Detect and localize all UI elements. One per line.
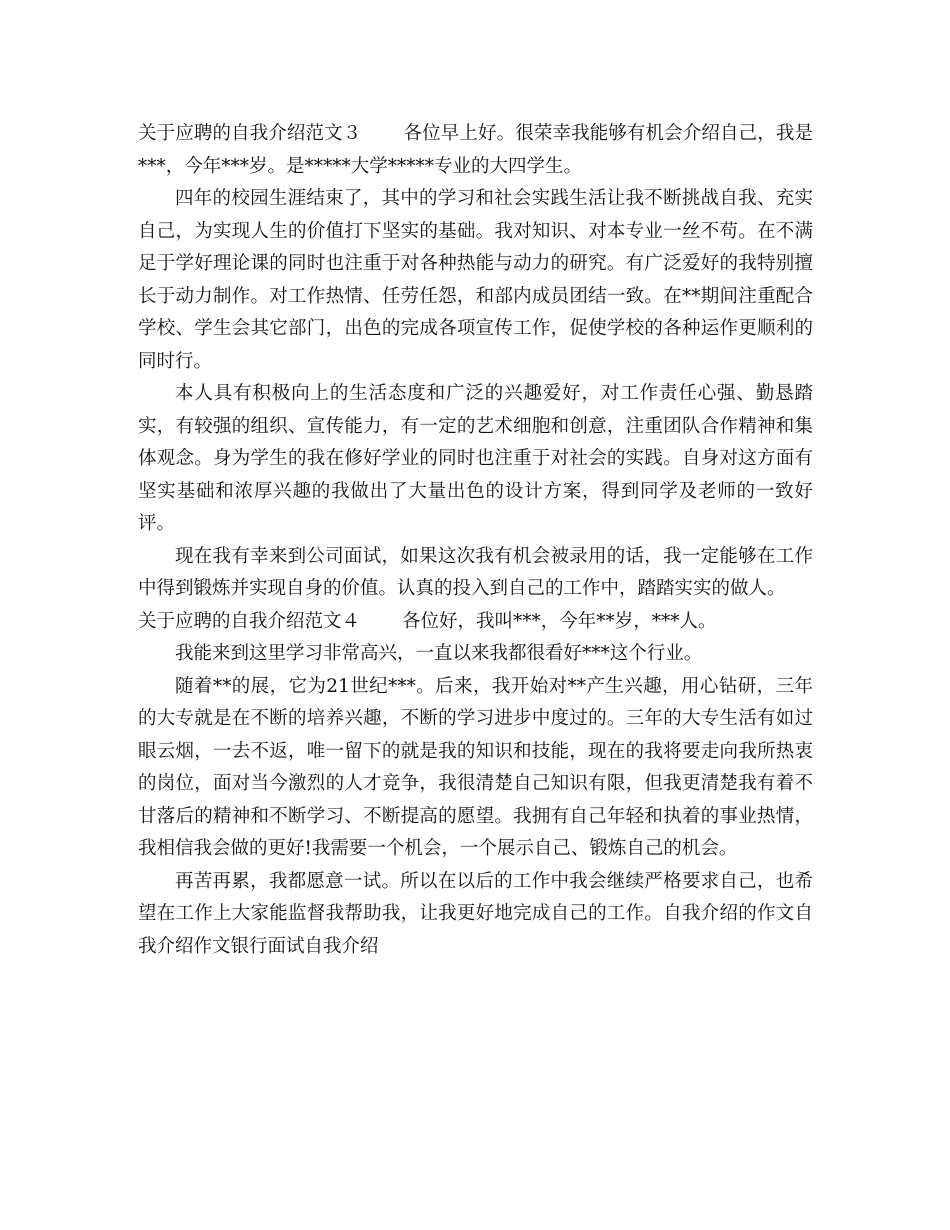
section-3-heading: 关于应聘的自我介绍范文３ (138, 123, 362, 144)
section-3-paragraph-2: 本人具有积极向上的生活态度和广泛的兴趣爱好，对工作责任心强、勤恳踏实，有较强的组织、宣传能力，有一定的艺术细胞和创意，注重团队合作精神和集体观念。身为学生的我在修好学业的同时也注重于对社会的实践。自身对这方面有坚实基础和浓厚兴趣的我做出了大量出色的设计方案，得到同学及老师的一致好评。 (138, 383, 813, 534)
section-3-paragraph-1: 四年的校园生涯结束了，其中的学习和社会实践生活让我不断挑战自我、充实自己，为实现人生的价值打下坚实的基础。我对知识、对本专业一丝不苟。在不满足于学好理论课的同时也注重于对各种热能与动力的研究。有广泛爱好的我特别擅长于动力制作。对工作热情、任劳任怨，和部内成员团结一致。在**期间注重配合学校、学生会其它部门，出色的完成各项宣传工作，促使学校的各种运作更顺利的同时行。 (138, 188, 813, 372)
section-4-intro (138, 606, 813, 639)
section-3-lead: 各位早上好。很荣幸我能够有机会介绍自己，我是***，今年***岁。是*****大学*****专业的大四学生。 (138, 123, 813, 177)
document-body (138, 118, 813, 963)
section-3-intro (138, 118, 813, 183)
section-4-paragraph-2: 随着**的展，它为21世纪***。后来，我开始对**产生兴趣，用心钻研，三年的大专就是在不断的培养兴趣，不断的学习进步中度过的。三年的大专生活有如过眼云烟，一去不返，唯一留下的就是我的知识和技能，现在的我将要走向我所热衷的岗位，面对当今激烈的人才竞争，我很清楚自己知识有限，但我更清楚我有着不甘落后的精神和不断学习、不断提高的愿望。我拥有自己年轻和执着的事业热情，我相信我会做的更好!我需要一个机会，一个展示自己、锻炼自己的机会。 (138, 675, 813, 859)
section-3-paragraph-3: 现在我有幸来到公司面试，如果这次我有机会被录用的话，我一定能够在工作中得到锻炼并实现自身的价值。认真的投入到自己的工作中，踏踏实实的做人。 (138, 545, 813, 599)
section-4-paragraph-1: 我能来到这里学习非常高兴，一直以来我都很看好***这个行业。 (175, 643, 703, 664)
section-4-paragraph-3: 再苦再累，我都愿意一试。所以在以后的工作中我会继续严格要求自己，也希望在工作上大家能监督我帮助我，让我更好地完成自己的工作。自我介绍的作文自我介绍作文银行面试自我介绍 (138, 870, 813, 957)
section-4-lead: 各位好，我叫***，今年**岁，***人。 (402, 610, 717, 632)
section-4-heading: 关于应聘的自我介绍范文４ (138, 610, 361, 632)
